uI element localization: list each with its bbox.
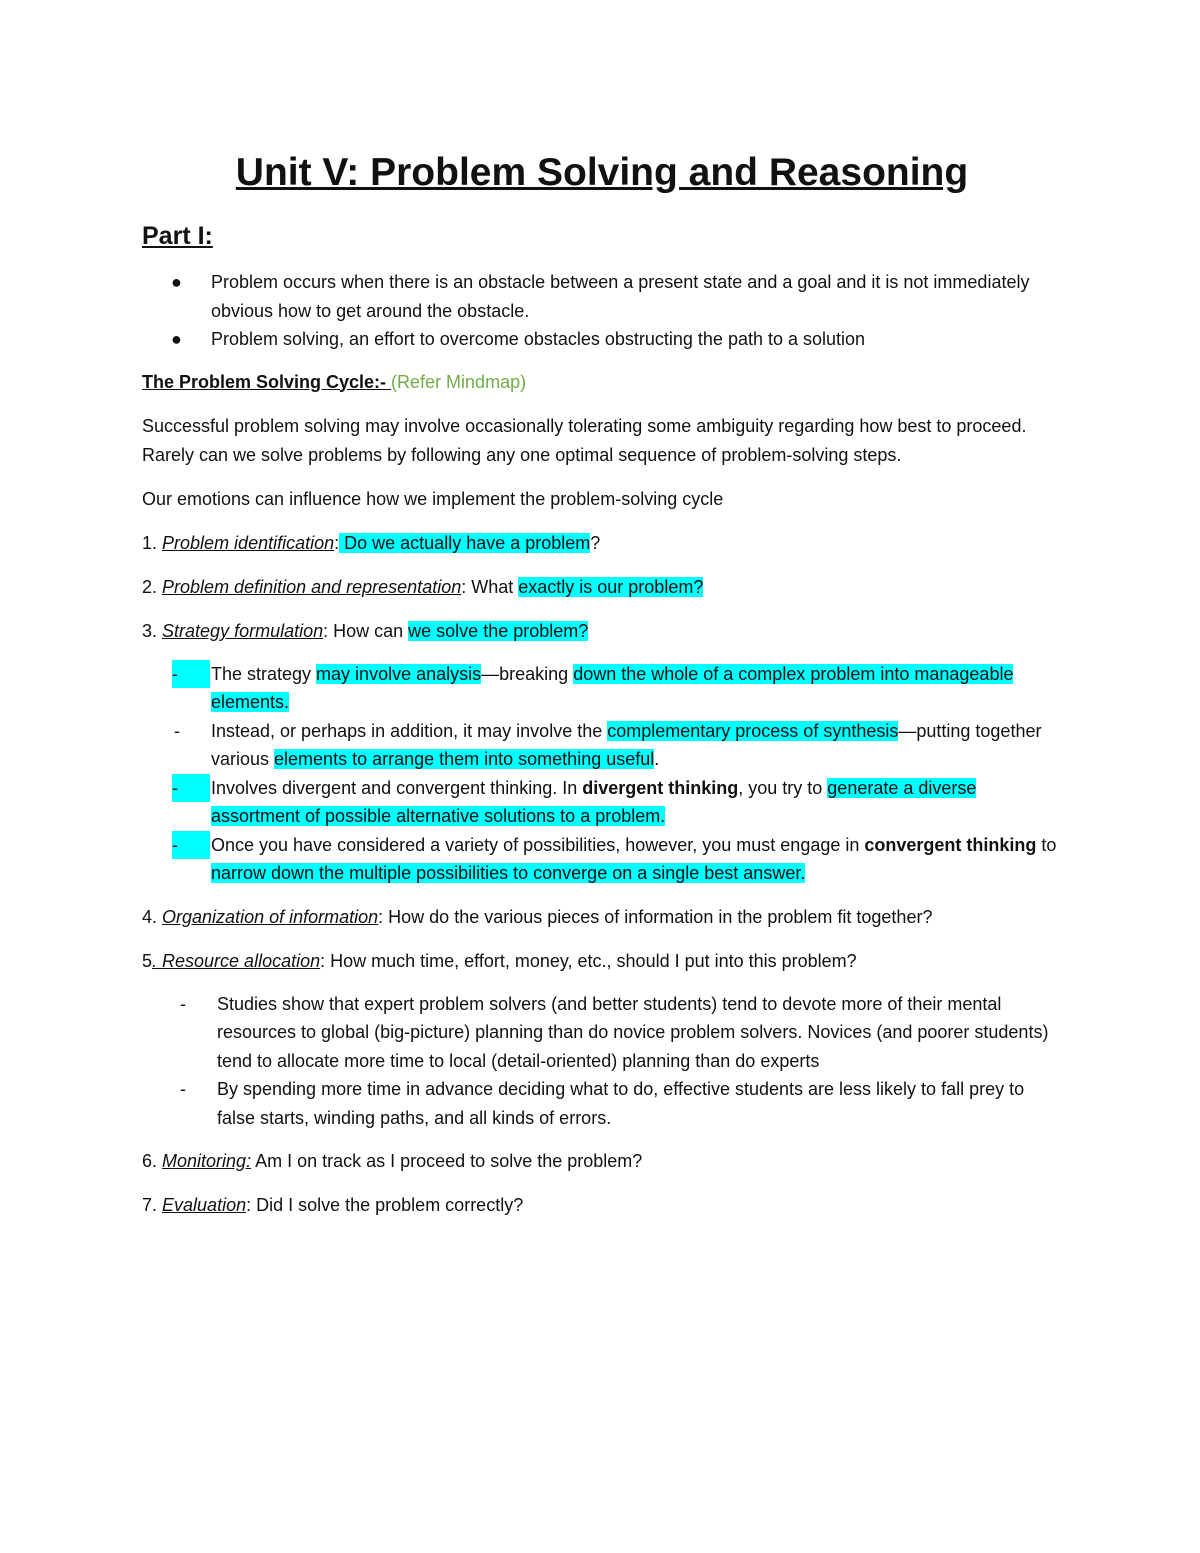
step-term: Evaluation bbox=[162, 1195, 247, 1215]
paragraph-emotions: Our emotions can influence how we implement the problem-solving cycle bbox=[142, 488, 724, 509]
highlight: complementary process of synthesis bbox=[607, 720, 899, 741]
dash-marker: - bbox=[174, 720, 180, 741]
list-item: ● Problem occurs when there is an obstacle between a present state and a goal and it is not immediately obvious how to get around the obstacle. bbox=[142, 268, 1062, 325]
dash-marker: - bbox=[180, 993, 186, 1014]
resource-points bbox=[142, 990, 1062, 1133]
dash-marker: - bbox=[172, 774, 210, 803]
step-5: 5. Resource allocation: How much time, effort, money, etc., should I put into this problem? bbox=[142, 950, 857, 971]
step-term: . Resource allocation bbox=[152, 950, 321, 971]
step-term: Problem identification bbox=[162, 532, 335, 553]
step-term: Monitoring: bbox=[162, 1151, 252, 1171]
strategy-points bbox=[142, 660, 1062, 888]
highlight: Do we actually have a problem bbox=[339, 532, 591, 553]
highlight: elements to arrange them into something useful bbox=[274, 749, 655, 769]
step-3: 3. Strategy formulation: How can we solve the problem? bbox=[142, 620, 589, 641]
highlight: exactly is our problem? bbox=[518, 576, 704, 597]
dash-marker: - bbox=[172, 831, 210, 860]
highlight: down the whole of a complex problem into manageable elements. bbox=[211, 663, 1014, 712]
highlight: narrow down the multiple possibilities to converge on a single best answer. bbox=[211, 863, 806, 883]
paragraph-ambiguity: Successful problem solving may involve occasionally tolerating some ambiguity regarding how best to proceed. Rarely can we solve problems by following any one optimal sequence of problem-solving steps. bbox=[142, 415, 1027, 465]
list-item: - Studies show that expert problem solvers (and better students) tend to devote more of their mental resources to global (big-picture) planning than do novice problem solvers. Novices (and poorer students) tend to allocate more time to local (detail-oriented) planning than do experts bbox=[142, 990, 1062, 1076]
refer-note: (Refer Mindmap) bbox=[391, 371, 527, 392]
step-1: 1. Problem identification: Do we actually have a problem? bbox=[142, 532, 601, 553]
highlight: we solve the problem? bbox=[408, 620, 589, 641]
list-item: - Instead, or perhaps in addition, it may involve the complementary process of synthesis—putting together various elements to arrange them into something useful. bbox=[142, 717, 1062, 774]
dash-marker: - bbox=[180, 1079, 186, 1099]
step-7: 7. Evaluation: Did I solve the problem correctly? bbox=[142, 1195, 524, 1215]
part-heading: Part I: bbox=[142, 222, 213, 250]
document-content bbox=[142, 148, 1062, 1235]
intro-bullet-list bbox=[142, 268, 1062, 354]
dash-marker: - bbox=[172, 660, 210, 689]
step-2: 2. Problem definition and representation: What exactly is our problem? bbox=[142, 576, 704, 597]
list-item: - The strategy may involve analysis—breaking down the whole of a complex problem into manageable elements. bbox=[142, 660, 1062, 717]
cycle-heading: The Problem Solving Cycle:- (Refer Mindmap) bbox=[142, 371, 527, 392]
step-6: 6. Monitoring: Am I on track as I proceed to solve the problem? bbox=[142, 1151, 643, 1171]
list-item: ● Problem solving, an effort to overcome obstacles obstructing the path to a solution bbox=[142, 325, 1062, 354]
step-4: 4. Organization of information: How do the various pieces of information in the problem fit together? bbox=[142, 906, 933, 927]
highlight: may involve analysis bbox=[316, 663, 482, 684]
list-item: - Involves divergent and convergent thinking. In divergent thinking, you try to generate a diverse assortment of possible alternative solutions to a problem. bbox=[142, 774, 1062, 831]
step-term: Problem definition and representation bbox=[162, 576, 462, 597]
bullet-icon: ● bbox=[171, 329, 182, 349]
page-title: Unit V: Problem Solving and Reasoning bbox=[235, 151, 969, 194]
step-term: Organization of information bbox=[162, 906, 379, 927]
bullet-icon: ● bbox=[171, 272, 182, 292]
step-term: Strategy formulation bbox=[162, 620, 324, 641]
list-item: - Once you have considered a variety of possibilities, however, you must engage in convergent thinking to narrow down the multiple possibilities to converge on a single best answer. bbox=[142, 831, 1062, 888]
highlight: generate a diverse assortment of possible alternative solutions to a problem. bbox=[211, 777, 977, 826]
list-item: - By spending more time in advance deciding what to do, effective students are less likely to fall prey to false starts, winding paths, and all kinds of errors. bbox=[142, 1075, 1062, 1132]
